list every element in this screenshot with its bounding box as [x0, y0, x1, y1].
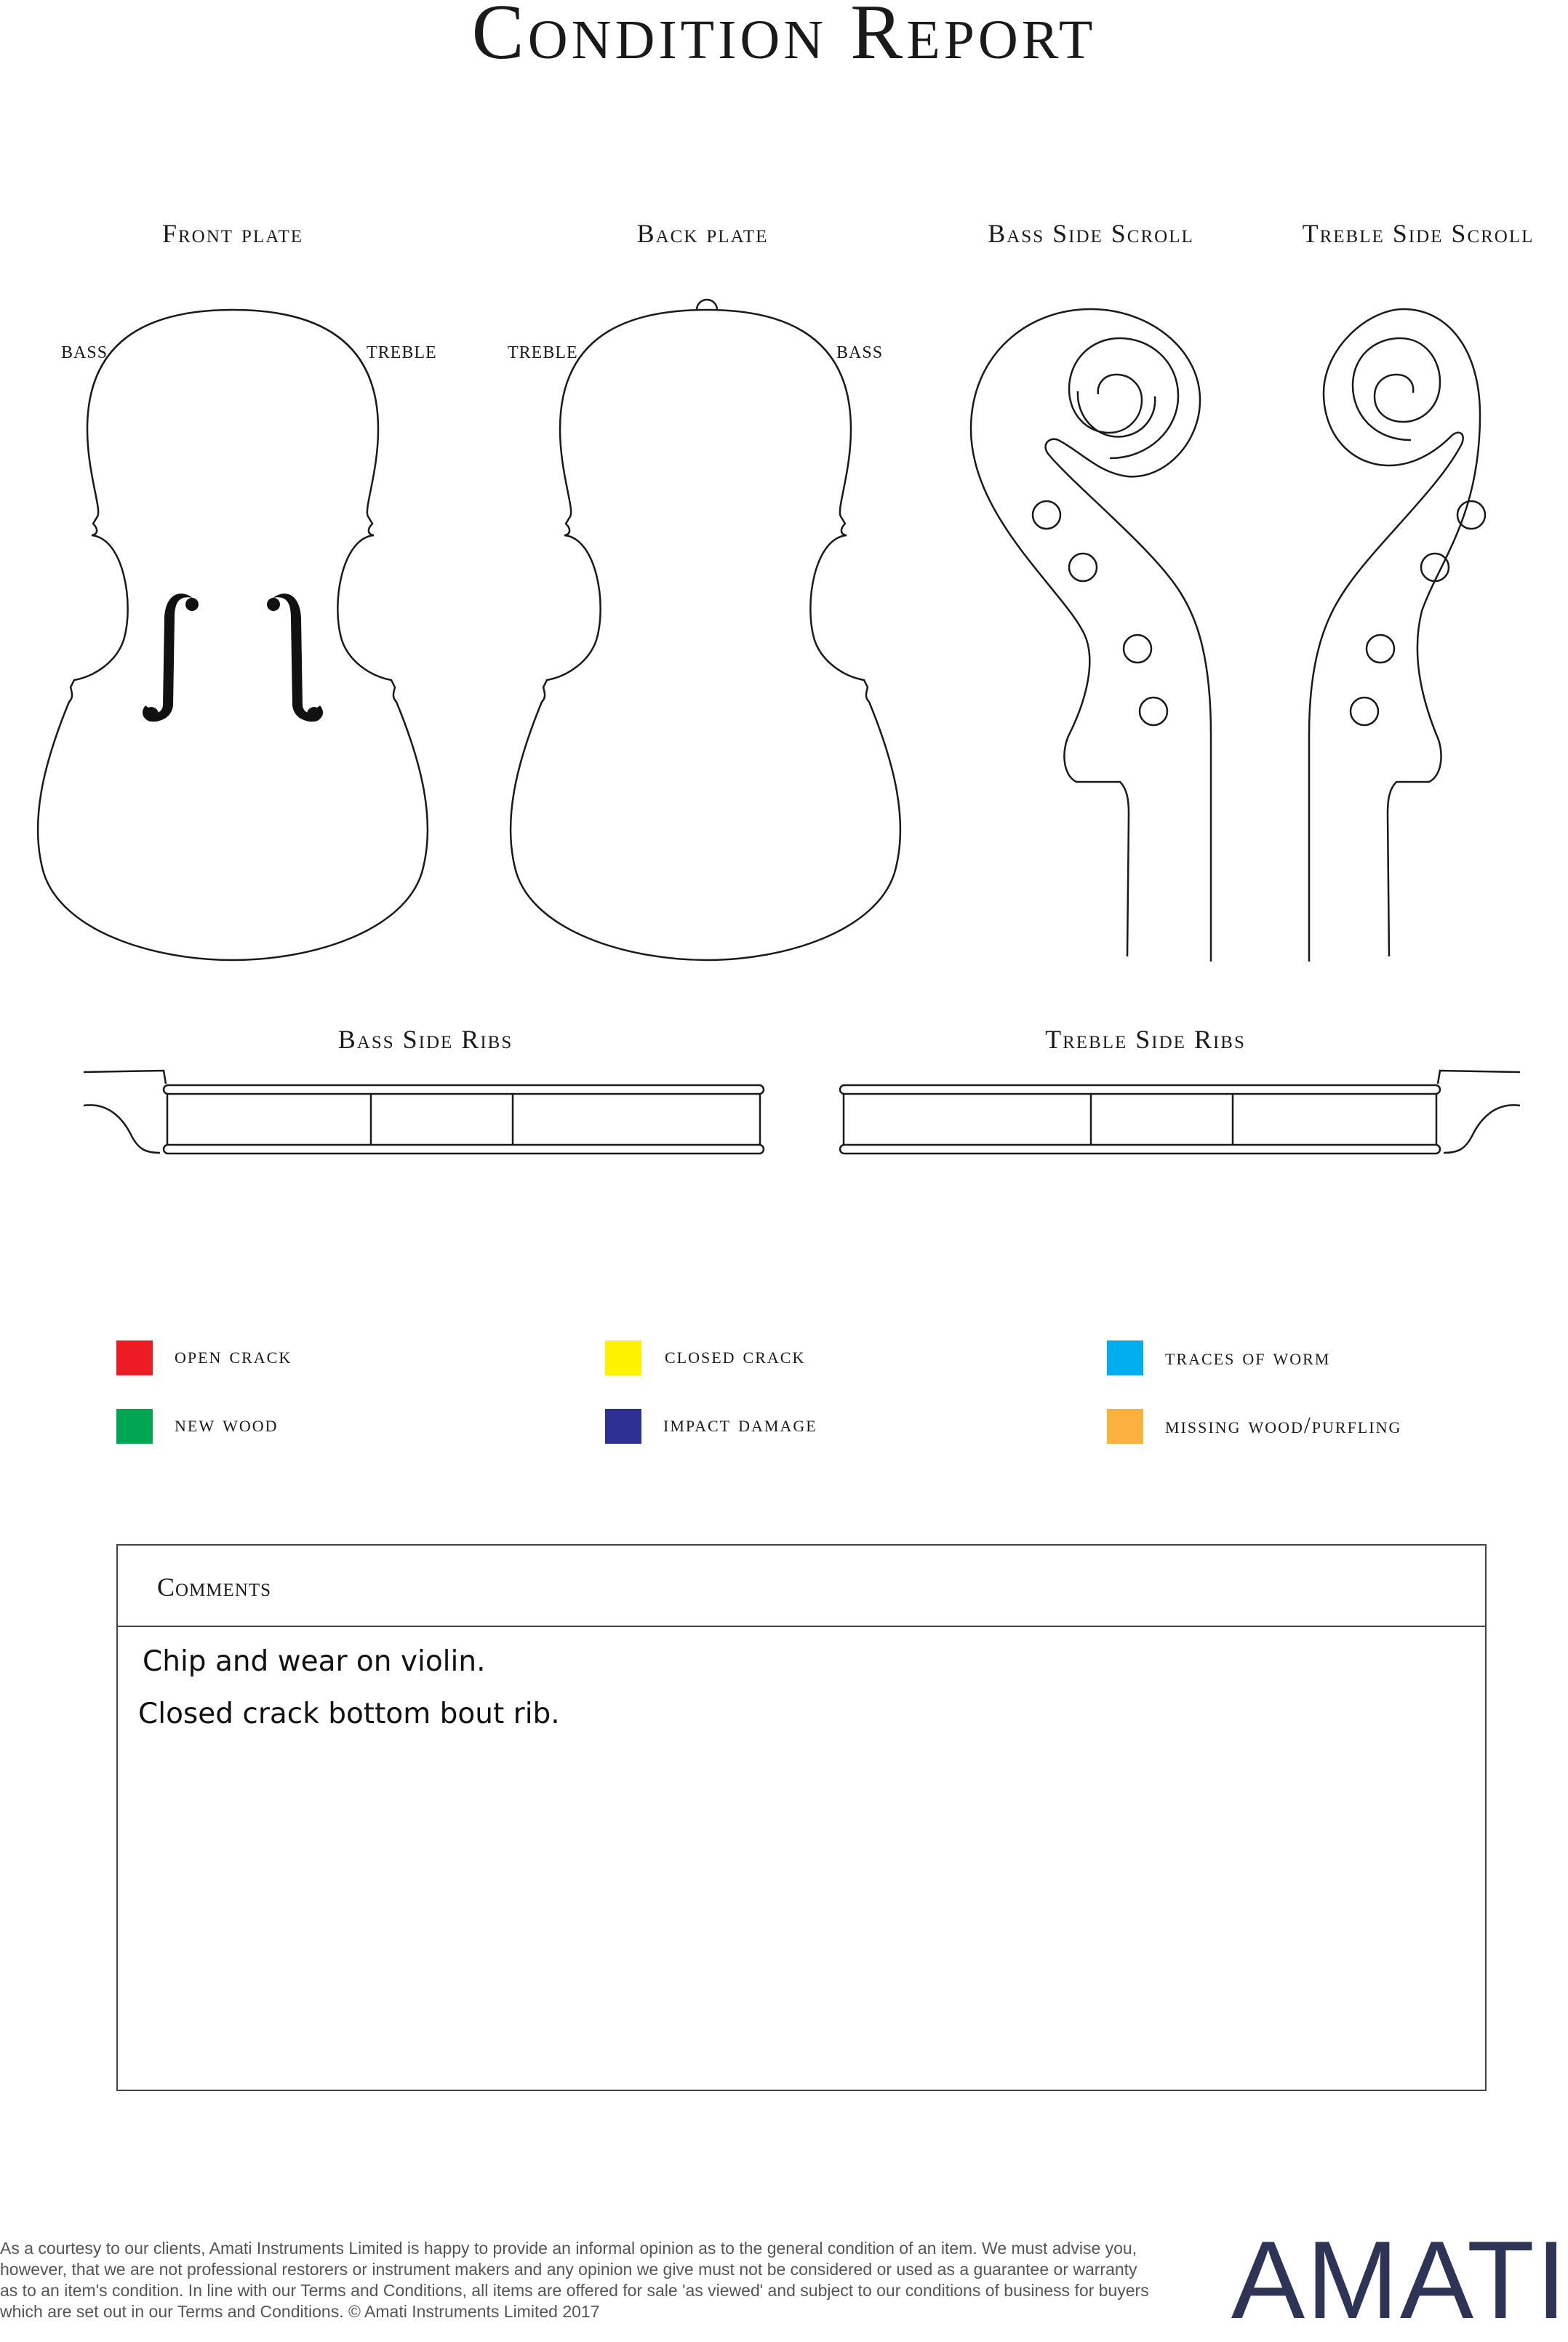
comments-box	[116, 1544, 1487, 2091]
bass-side-scroll-diagram	[960, 298, 1229, 967]
legend-label-closed-crack: closed crack	[665, 1342, 806, 1368]
comments-header	[118, 1546, 1485, 1627]
comment-line: Closed crack bottom bout rib.	[138, 1698, 560, 1730]
disclaimer-text: As a courtesy to our clients, Amati Instruments Limited is happy to provide an informal opinion as to the general condition of an item. We must advise you, however, that we are not professional restorers or instrument makers and any opinion we give must not be considered or used as a guarantee or warranty as to an item's condition. In line with our Terms and Conditions, all items are offered for sale 'as viewed' and subject to our conditions of business for buyers which are set out in our Terms and Conditions. © Amati Instruments Limited 2017	[0, 2239, 1149, 2321]
legend-swatch-new-wood	[116, 1409, 153, 1444]
comment-line: Chip and wear on violin.	[143, 1645, 486, 1678]
legend-swatch-traces-of-worm	[1107, 1340, 1143, 1375]
legend-label-open-crack: open crack	[175, 1342, 292, 1368]
page-title: Condition Report	[471, 0, 1097, 76]
brand-logo: AMATI	[1231, 2218, 1568, 2342]
back-plate-label: Back plate	[636, 219, 769, 248]
bass-side-scroll-label: Bass Side Scroll	[988, 219, 1194, 248]
legend-swatch-closed-crack	[605, 1340, 641, 1375]
front-treble-label: TREBLE	[367, 343, 437, 362]
legend-label-impact-damage: impact damage	[663, 1410, 817, 1436]
comments-title: Comments	[157, 1572, 272, 1602]
front-plate-diagram	[29, 298, 436, 967]
legend-swatch-open-crack	[116, 1340, 153, 1375]
legend-label-traces-of-worm: traces of worm	[1165, 1343, 1331, 1370]
back-bass-label: BASS	[836, 343, 884, 362]
treble-side-scroll-label: Treble Side Scroll	[1302, 219, 1535, 248]
legend-swatch-missing-wood-purfling	[1107, 1409, 1143, 1444]
front-bass-label: BASS	[61, 343, 108, 362]
legend-label-new-wood: new wood	[175, 1410, 279, 1436]
back-plate-diagram	[502, 291, 909, 967]
back-treble-label: TREBLE	[508, 343, 578, 362]
bass-side-ribs-label: Bass Side Ribs	[337, 1025, 513, 1054]
legend-swatch-impact-damage	[605, 1409, 641, 1444]
bass-side-ribs-diagram	[80, 1062, 771, 1164]
treble-side-ribs-label: Treble Side Ribs	[1045, 1025, 1246, 1054]
legend-label-missing-wood-purfling: missing wood/purfling	[1165, 1412, 1402, 1438]
treble-side-scroll-diagram	[1295, 298, 1491, 967]
front-plate-label: Front plate	[161, 219, 304, 248]
treble-side-ribs-diagram	[833, 1062, 1524, 1164]
